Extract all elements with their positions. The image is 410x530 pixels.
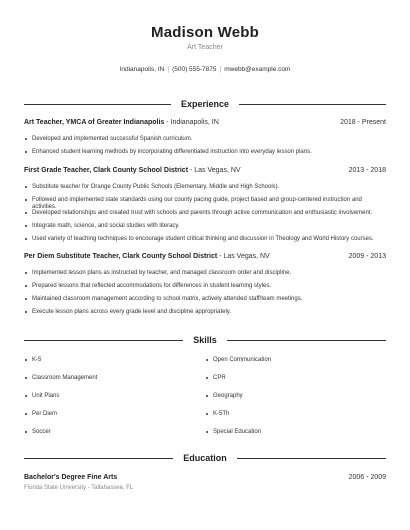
bullet-icon <box>25 359 27 361</box>
education-heading <box>24 452 386 464</box>
list-item: Per Diem <box>24 411 205 429</box>
bullet-icon <box>25 395 27 397</box>
list-item: Developed relationships and created trust with schools and parents through active communication and enthusiastic involvement. <box>24 210 386 223</box>
list-item: Enhanced student learning methods by incorporating differentiated instruction into everyday lesson plans. <box>24 149 386 162</box>
bullet-icon <box>25 298 27 300</box>
bullet-icon <box>25 199 27 201</box>
contact-line <box>0 66 410 73</box>
experience-heading-label: Experience <box>180 99 230 109</box>
bullet-icon <box>25 138 27 140</box>
list-item: Special Education <box>205 429 386 447</box>
bullet-icon <box>25 238 27 240</box>
job-bullets <box>24 270 386 322</box>
heading-rule <box>239 104 386 105</box>
contact-email[interactable]: mwebb@example.com <box>224 66 291 73</box>
list-item: Soccer <box>24 429 205 447</box>
bullet-icon <box>206 431 208 433</box>
job-bullets <box>24 184 386 249</box>
job-dates: 2013 - 2018 <box>348 167 386 174</box>
list-item: Unit Plans <box>24 393 205 411</box>
job-dates: 2018 - Present <box>340 119 386 126</box>
job-entry <box>24 119 386 162</box>
candidate-title: Art Teacher <box>187 44 223 51</box>
list-item: Classroom Management <box>24 375 205 393</box>
contact-location: Indianapolis, IN <box>119 66 165 73</box>
bullet-icon <box>206 413 208 415</box>
list-item: Open Communication <box>205 357 386 375</box>
list-item: Integrate math, science, and social studies with literacy. <box>24 223 386 236</box>
list-item: Substitute teacher for Orange County Public Schools (Elementary, Middle and High Schools). <box>24 184 386 197</box>
job-bullets <box>24 136 386 162</box>
list-item: Prepared lessons that reflected accommodations for differences in student learning styles. <box>24 283 386 296</box>
contact-separator: | <box>219 66 222 73</box>
heading-rule <box>237 458 386 459</box>
bullet-icon <box>25 151 27 153</box>
education-dates: 2006 - 2009 <box>348 474 386 481</box>
bullet-icon <box>206 395 208 397</box>
skills-list <box>24 357 386 447</box>
list-item: Implemented lesson plans as instructed by teacher, and managed classroom order and discipline. <box>24 270 386 283</box>
job-location: - Las Vegas, NV <box>217 253 270 260</box>
skills-heading-label: Skills <box>193 335 217 345</box>
experience-heading <box>24 98 386 110</box>
bullet-icon <box>25 212 27 214</box>
job-location: - Indianapolis, IN <box>164 119 219 126</box>
skills-heading <box>24 334 386 346</box>
bullet-icon <box>25 186 27 188</box>
education-degree: Bachelor's Degree Fine Arts <box>24 474 118 481</box>
bullet-icon <box>25 413 27 415</box>
job-location: - Las Vegas, NV <box>188 167 241 174</box>
bullet-icon <box>206 359 208 361</box>
job-role: First Grade Teacher, Clark County School District <box>24 167 189 174</box>
job-header <box>24 167 386 177</box>
list-item: K-5Th <box>205 411 386 429</box>
job-role: Per Diem Substitute Teacher, Clark County School District <box>24 253 218 260</box>
list-item: Used variety of teaching techniques to encourage student critical thinking and discussion in Theology and World History courses. <box>24 236 386 249</box>
job-entry <box>24 253 386 322</box>
list-item: Geography <box>205 393 386 411</box>
job-entry <box>24 167 386 249</box>
bullet-icon <box>25 311 27 313</box>
bullet-icon <box>25 272 27 274</box>
list-item: CPR <box>205 375 386 393</box>
education-entry <box>24 474 386 491</box>
bullet-icon <box>25 377 27 379</box>
heading-rule <box>24 104 171 105</box>
list-item: Maintained classroom management according to school matrix, actively attended staff/team meetings. <box>24 296 386 309</box>
candidate-name: Madison Webb <box>151 24 259 41</box>
bullet-icon <box>25 225 27 227</box>
list-item: Followed and implemented state standards using our county pacing guide, project based and group-centered instruction and activities. <box>24 197 386 210</box>
heading-rule <box>24 340 183 341</box>
contact-separator: | <box>167 66 170 73</box>
bullet-icon <box>206 377 208 379</box>
job-role: Art Teacher, YMCA of Greater Indianapolis <box>24 119 165 126</box>
list-item: Execute lesson plans across every grade level and discipline appropriately. <box>24 309 386 322</box>
bullet-icon <box>25 285 27 287</box>
list-item: Developed and implemented successful Spanish curriculum. <box>24 136 386 149</box>
education-heading-label: Education <box>183 453 227 463</box>
list-item: K-5 <box>24 357 205 375</box>
bullet-icon <box>25 431 27 433</box>
job-dates: 2009 - 2013 <box>348 253 386 260</box>
job-header <box>24 119 386 129</box>
job-header <box>24 253 386 263</box>
heading-rule <box>227 340 386 341</box>
education-school: Florida State University - Tallahassee, FL <box>24 485 134 491</box>
contact-phone: (500) 555-7875 <box>172 66 217 73</box>
skills-column-left <box>24 357 205 447</box>
skills-column-right <box>205 357 386 447</box>
education-header <box>24 474 386 484</box>
heading-rule <box>24 458 173 459</box>
